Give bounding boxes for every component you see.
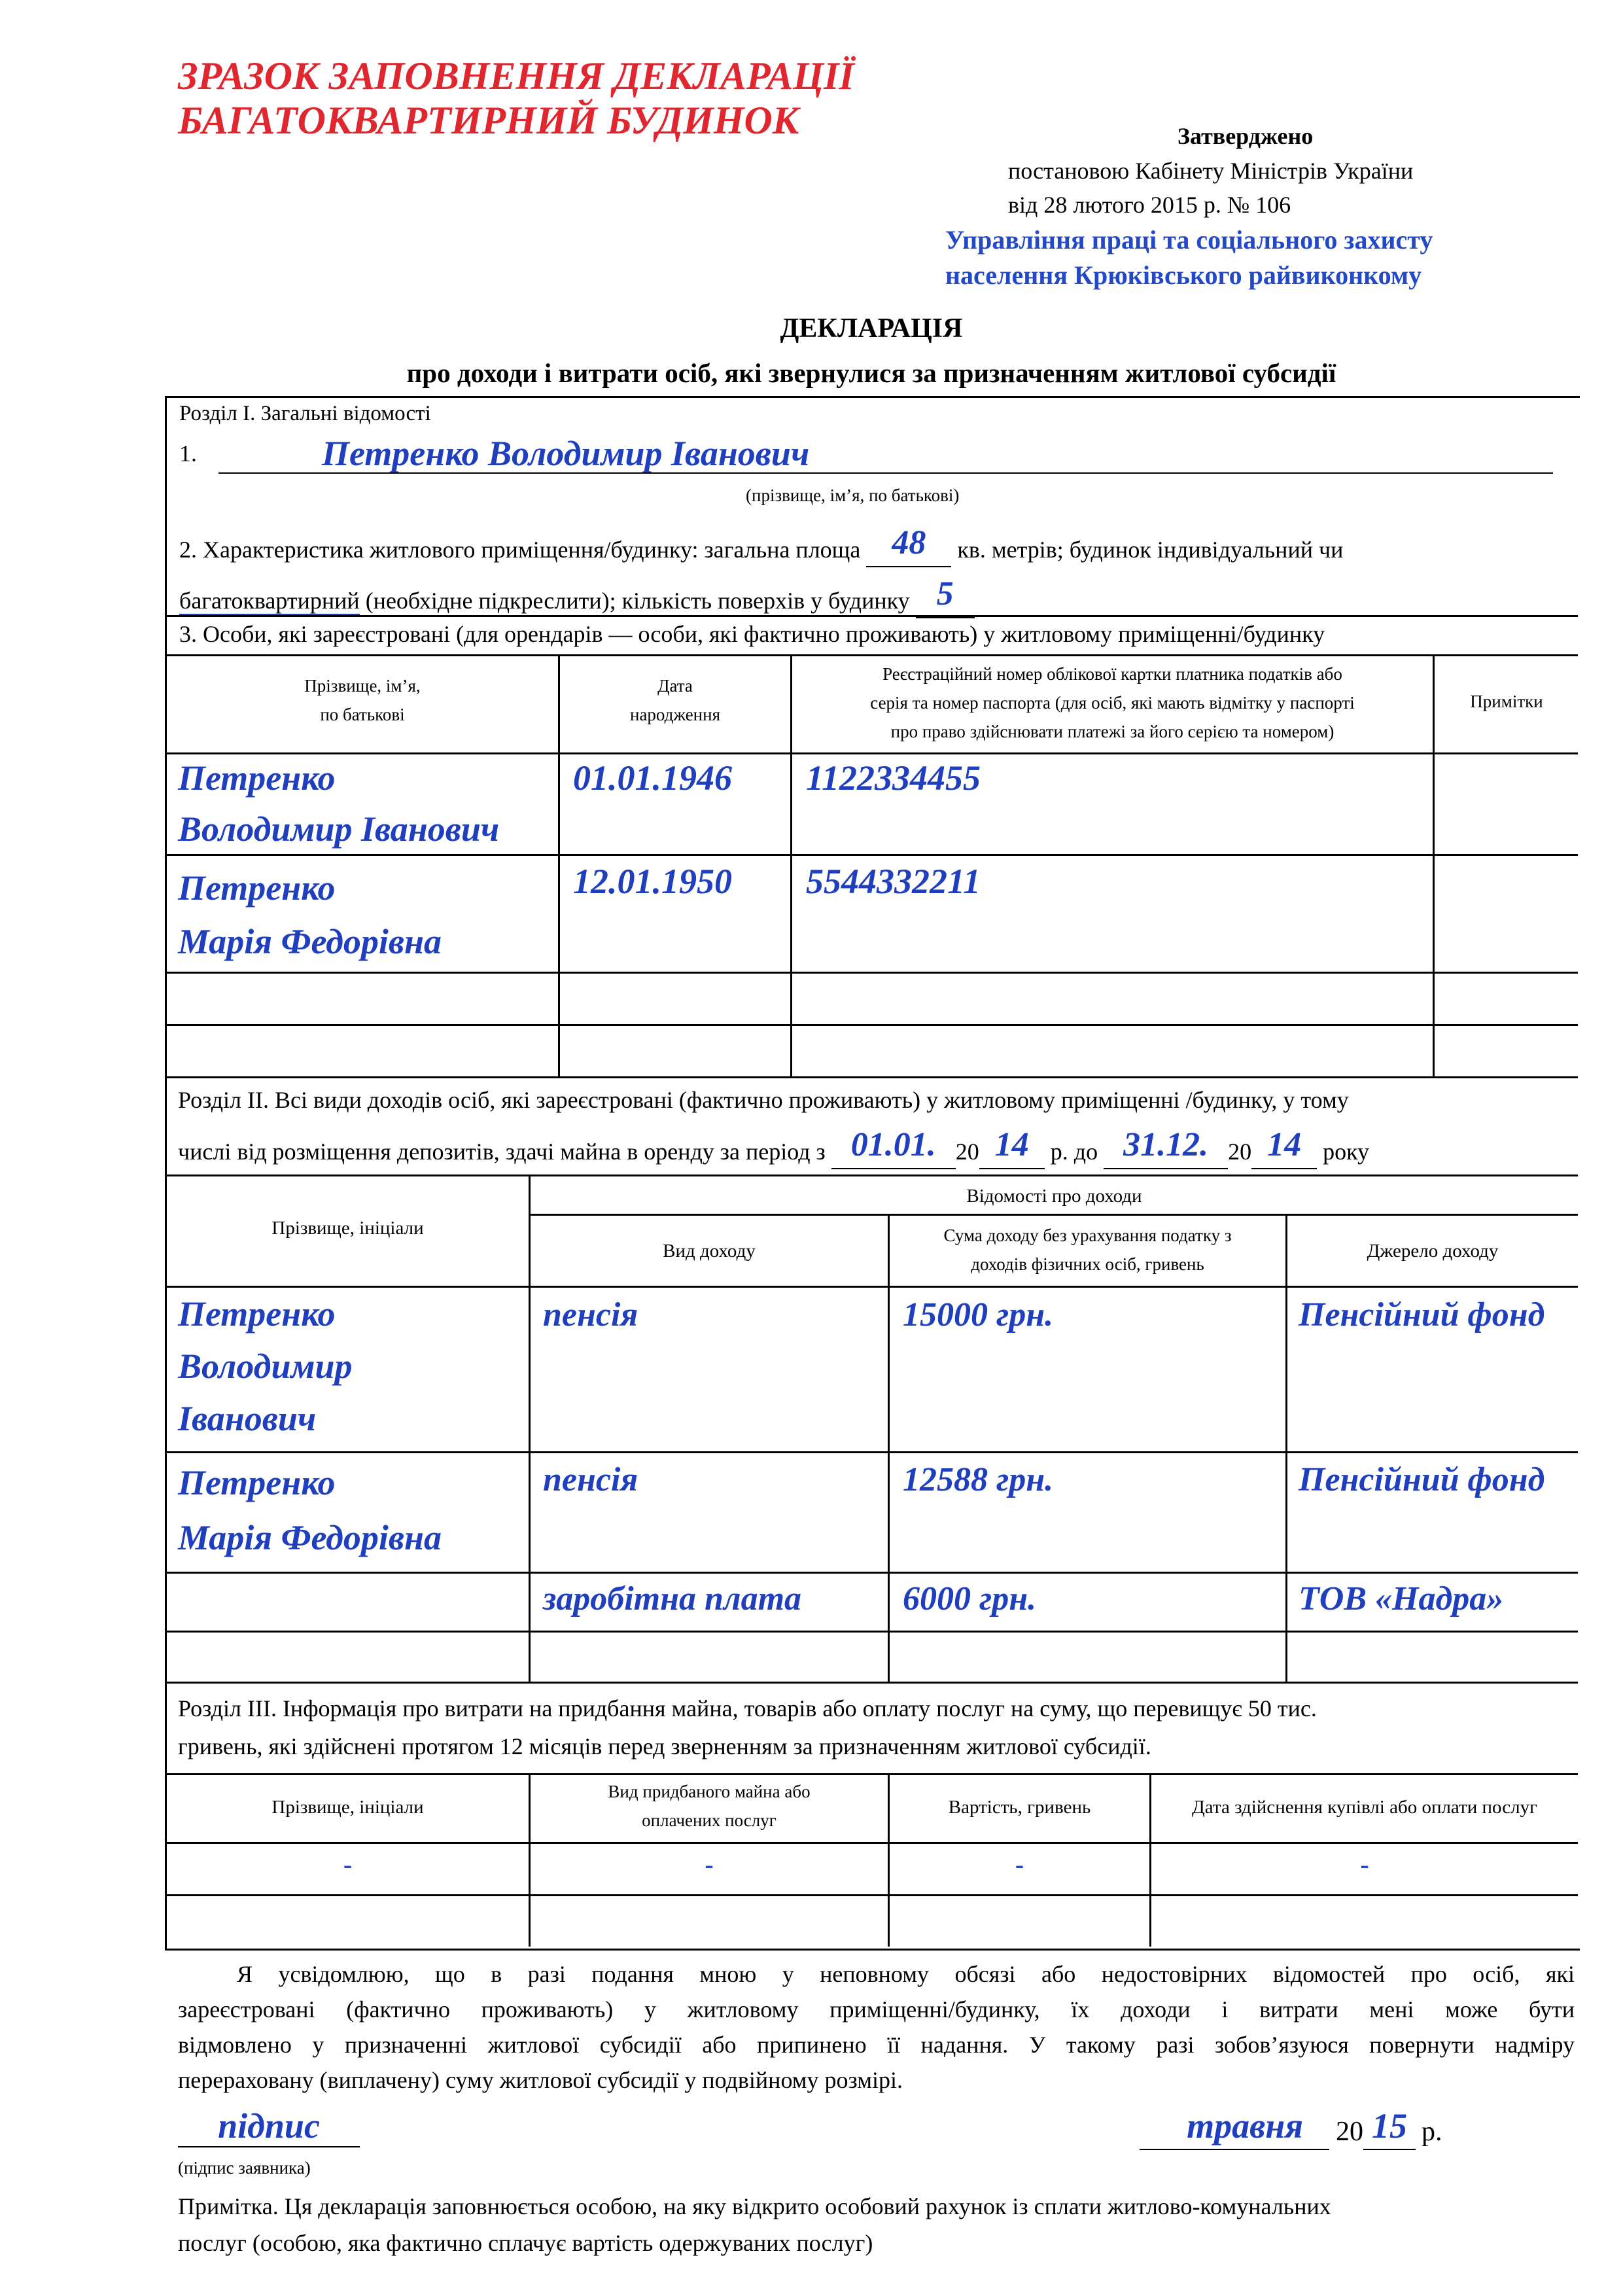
approval-block [1007,118,1313,154]
date-year-field [1363,2108,1416,2150]
period-year-suffix: року [1323,1139,1370,1165]
page-subtitle: про доходи і витрати осіб, які звернулися за призначенням житлової субсидії [406,358,1336,388]
t2-line-row3 [165,1631,1578,1633]
period-to-label: р. до [1050,1139,1098,1165]
section2-line-1: Розділ ІІ. Всі види доходів осіб, які зареєстровані (фактично проживають) у житловому приміщенні /будинку, у тому [178,1087,1349,1113]
t1-line-header-top [165,654,1578,656]
t2-line-subheader [529,1214,1578,1216]
department-stamp [945,222,1433,293]
applicant-name: Петренко Володимир Іванович [322,434,810,473]
income-1-type: пенсія [543,1296,638,1333]
sample-title [178,54,854,143]
t1-header-notes: Примітки [1470,692,1543,711]
month-value: травня [1187,2106,1303,2146]
t3-line-top [165,1773,1578,1775]
t2-header-sum-line-1: Сума доходу без урахування податку з [943,1226,1232,1245]
month-field [1140,2108,1329,2150]
item2-text-c: (необхідне підкреслити); кількість поверхів у будинку [365,588,910,614]
t2-line-row2 [165,1572,1578,1574]
date-year-prefix: 20 [1336,2117,1363,2147]
sample-title-line-2: БАГАТОКВАРТИРНИЙ БУДИНОК [178,99,799,142]
signature-value: підпис [218,2106,320,2146]
income-2-sum: 12588 грн. [903,1461,1054,1498]
footnote-line-2: послуг (особою, яка фактично сплачує вартість одержуваних послуг) [178,2230,873,2256]
t2-line-row1 [165,1451,1578,1453]
t1-header-name-line-1: Прізвище, ім’я, [304,676,421,696]
t3-line-header-bottom [165,1842,1578,1844]
person-1-name [178,752,499,855]
t1-header-tax-line-3: про право здійснювати платежі за його серією та номером) [890,722,1335,741]
t3-line-row1 [165,1894,1578,1896]
t3-cell-cost: - [1015,1850,1024,1879]
person-1-tax: 1122334455 [806,758,981,798]
t2-line-top [165,1174,1578,1176]
item2-text-b: кв. метрів; будинок індивідуальний чи [957,537,1344,563]
item3-text: 3. Особи, які зареєстровані (для орендарів — особи, які фактично проживають) у житловому приміщенні/будинку [179,621,1325,647]
person-2-birth: 12.01.1950 [573,862,732,901]
income-2-name-line-1: Петренко [178,1463,336,1502]
t2-header-name: Прізвище, ініціали [271,1218,424,1239]
t3-header-cost: Вартість, гривень [948,1797,1091,1818]
stamp-line-1: Управління праці та соціального захисту [945,225,1433,255]
t3-header-date: Дата здійснення купівлі або оплати послуг [1192,1797,1537,1818]
t1-header-name-line-2: по батькові [320,705,405,724]
approval-line-2: від 28 лютого 2015 р. № 106 [1008,192,1291,218]
t1-header-tax-line-1: Реєстраційний номер облікової картки платника податків або [882,664,1342,684]
income-2-name-line-2: Марія Федорівна [178,1518,442,1557]
t1-line-row3 [165,1024,1578,1026]
t3-header-item-line-1: Вид придбаного майна або [608,1782,811,1801]
t1-line-row2 [165,972,1578,974]
t1-header-birth [560,671,790,729]
t1-header-tax-line-2: серія та номер паспорта (для осіб, які мають відмітку у паспорті [870,693,1355,713]
person-1-surname: Петренко [178,758,336,798]
sample-title-line-1: ЗРАЗОК ЗАПОВНЕННЯ ДЕКЛАРАЦІЇ [178,54,854,97]
income-1-name-line-2: Володимир [178,1347,353,1386]
building-type: багатоквартирний [179,588,360,616]
date-row [1140,2108,1442,2150]
section3-line-2: гривень, які здійснені протягом 12 місяців перед зверненням за призначенням житлової субсидії. [178,1733,1151,1759]
income-3-sum: 6000 грн. [903,1580,1037,1617]
person-2-name [178,861,442,968]
t2-vline-3 [1285,1214,1287,1682]
section3-line-1: Розділ ІІІ. Інформація про витрати на придбання майна, товарів або оплату послуг на суму, що перевищує 50 тис. [178,1695,1317,1722]
item1-number: 1. [179,440,197,467]
statement-line-2: зареєстровані (фактично проживають) у житловому приміщенні/будинку, їх доходи і витрати мені може бути [178,1996,1575,2022]
t2-header-sum-line-2: доходів фізичних осіб, гривень [971,1254,1204,1274]
person-2-tax: 5544332211 [806,862,981,901]
income-2-type: пенсія [543,1461,638,1498]
statement-line-3: відмовлено у призначенні житлової субсидії або припинено її надання. У такому разі зобов’язуюся повернути надміру [178,2032,1575,2058]
signature-hint: (підпис заявника) [178,2158,311,2178]
income-1-name-line-1: Петренко [178,1294,336,1333]
to-date: 31.12. [1123,1126,1209,1163]
to-date-field [1104,1126,1228,1169]
item1-row [179,434,1566,473]
income-2-source: Пенсійний фонд [1299,1461,1545,1498]
date-year-value: 15 [1372,2106,1407,2146]
income-1-name [178,1288,353,1445]
floors-field [916,575,975,618]
footnote [178,2188,1331,2261]
t2-line-header-bottom [165,1286,1578,1288]
income-1-name-line-3: Іванович [178,1399,317,1438]
statement-line-1: Я усвідомлюю, що в разі подання мною у неповному обсязі або недостовірних відомостей про осіб, які [237,1961,1575,1987]
t2-line-row4 [165,1682,1578,1684]
from-date: 01.01. [850,1126,936,1163]
person-2-given: Марія Федорівна [178,922,442,961]
from-year: 14 [994,1126,1029,1163]
section2-period-label: числі від розміщення депозитів, здачі майна в оренду за період з [178,1139,826,1165]
footnote-line-1: Примітка. Ця декларація заповнюється особою, на яку відкрито особовий рахунок із сплати житлово-комунальних [178,2193,1331,2219]
statement-line-4: перераховану (виплачену) суму житлової субсидії у подвійному розмірі. [178,2067,903,2093]
income-1-sum: 15000 грн. [903,1296,1054,1333]
t1-header-name [167,671,558,729]
income-2-name [178,1455,442,1565]
income-1-source: Пенсійний фонд [1299,1296,1545,1333]
t2-header-info: Відомості про доходи [966,1186,1142,1207]
section1-heading: Розділ І. Загальні відомості [179,402,431,425]
stamp-line-2: населення Крюківського райвиконкому [945,260,1422,290]
name-hint: (прізвище, ім’я, по батькові) [746,486,960,505]
t2-header-source: Джерело доходу [1367,1241,1499,1262]
income-3-type: заробітна плата [543,1580,802,1617]
t3-cell-item: - [705,1850,714,1879]
to-year-field [1251,1126,1317,1169]
t3-cell-date: - [1360,1850,1369,1879]
section2-line-2 [178,1126,1370,1169]
to-year: 14 [1267,1126,1302,1163]
t1-header-birth-line-1: Дата [657,676,693,696]
person-2-surname: Петренко [178,868,336,908]
date-suffix: р. [1422,2117,1442,2147]
area-value: 48 [892,524,926,561]
approved-label: Затверджено [1178,123,1314,149]
t3-header-name: Прізвище, ініціали [271,1797,424,1818]
t1-line-row4 [165,1076,1578,1078]
page-title: ДЕКЛАРАЦІЯ [780,313,963,344]
floors-value: 5 [936,575,954,612]
t2-vline-2 [888,1214,890,1682]
from-date-field [831,1126,956,1169]
from-year-field [979,1126,1045,1169]
t3-cell-name: - [343,1850,353,1879]
person-1-given: Володимир Іванович [178,809,500,849]
t1-vline-3 [1433,654,1435,1076]
item2-line-2 [179,575,975,618]
t3-header-item-line-2: оплачених послуг [642,1810,777,1830]
t2-header-type: Вид доходу [663,1241,756,1262]
line-item3-top [165,615,1578,617]
t1-header-birth-line-2: народження [630,705,720,724]
t3-header-item [531,1777,888,1835]
from-year-prefix: 20 [955,1139,979,1165]
income-3-source: ТОВ «Надра» [1299,1580,1504,1617]
area-field [866,524,951,567]
signature-field [178,2106,360,2147]
item2-text-a: 2. Характеристика житлового приміщення/будинку: загальна площа [179,537,861,563]
t1-header-tax [792,660,1433,746]
person-1-birth: 01.01.1946 [573,758,732,798]
applicant-name-line [218,472,1553,474]
statement [178,1956,1575,2098]
item2-line-1 [179,524,1344,567]
to-year-prefix: 20 [1228,1139,1252,1165]
approval-line-1: постановою Кабінету Міністрів України [1008,158,1414,184]
t2-header-sum [890,1221,1285,1279]
